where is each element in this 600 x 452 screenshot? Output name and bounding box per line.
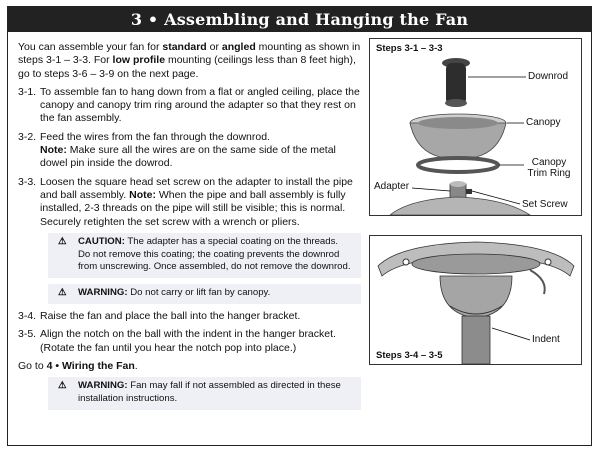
intro-text-1: You can assemble your fan for <box>18 41 163 53</box>
figure-title: Steps 3-4 – 3-5 <box>376 350 443 361</box>
figure-steps-3-4-3-5 <box>369 235 582 365</box>
trim-ring <box>418 158 498 172</box>
mounting-hole <box>545 259 551 265</box>
step-3-1 <box>18 86 361 126</box>
canopy-inner <box>418 117 498 129</box>
intro-low-profile: low profile <box>112 54 166 67</box>
step-text: Loosen the square head set screw on the adapter to install the pipe and ball assembly. <box>40 175 353 201</box>
step-number: 3-4. <box>18 310 37 323</box>
warning-text: Do not carry or lift fan by canopy. <box>127 287 271 299</box>
set-screw-label: Set Screw <box>522 199 568 210</box>
warning-label: WARNING: <box>78 380 128 392</box>
step-number: 3-1. <box>18 85 37 98</box>
goto-prefix: Go to <box>18 359 47 372</box>
intro-text-3: mounting as shown in steps 3-1 – 3-3. For <box>18 41 361 67</box>
intro-standard: standard <box>162 41 207 53</box>
goto-suffix: . <box>134 359 138 372</box>
adapter-top <box>450 181 466 187</box>
mounting-hole <box>403 259 409 265</box>
caution-label: CAUTION: <box>78 235 125 247</box>
ball-mount <box>440 276 512 318</box>
intro-text-2: or <box>206 41 222 53</box>
step-3-4 <box>18 310 361 323</box>
goto-line <box>18 360 361 373</box>
warning-box-fall <box>48 377 361 410</box>
adapter-leader-line <box>412 188 450 191</box>
figure-title: Steps 3-1 – 3-3 <box>376 43 443 54</box>
step-number: 3-5. <box>18 328 37 341</box>
set-screw <box>466 189 472 194</box>
warning-triangle-icon: ⚠ <box>58 235 67 247</box>
warning-triangle-icon: ⚠ <box>58 287 67 299</box>
step-3-3 <box>18 176 361 229</box>
warning-text: Fan may fall if not assembled as directed in these installation instructions. <box>78 380 341 405</box>
step-number: 3-3. <box>18 175 37 188</box>
note-text: Make sure all the wires are on the same side of the metal dowel pin inside the dowrod. <box>40 144 336 170</box>
step-number: 3-2. <box>18 130 37 143</box>
caution-text: The adapter has a special coating on the threads. Do not remove this coating; the coating prevents the downrod from unscrewing. Once assembled, do not remove the downrod. <box>78 235 351 273</box>
instructions-column <box>18 41 361 416</box>
intro-angled: angled <box>221 41 256 53</box>
downrod-label: Downrod <box>528 71 569 82</box>
note-text: When the pipe and ball assembly is fully installed, 2-3 threads on the pipe will still be visible; this is normal. Securely retighten the set screw with a wrench or pliers. <box>40 188 346 228</box>
warning-box-carry <box>48 284 361 304</box>
intro-text-4: mounting (ceilings less than 8 feet high), go to steps 3-6 – 3-9 on the next page. <box>18 54 356 80</box>
indent-label: Indent <box>532 334 560 345</box>
step-text: Feed the wires from the fan through the downrod. <box>40 130 270 143</box>
goto-target-link[interactable]: 4 • Wiring the Fan <box>46 359 135 372</box>
trim-ring-label: Canopy Trim Ring <box>527 157 571 179</box>
adapter-label: Adapter <box>374 181 410 192</box>
step-text: Raise the fan and place the ball into the hanger bracket. <box>40 310 301 323</box>
bracket-hook <box>530 270 545 294</box>
downrod-end <box>445 99 467 107</box>
step-3-2 <box>18 131 361 171</box>
step-text: Align the notch on the ball with the indent in the hanger bracket. (Rotate the fan until you hear the notch pop into place.) <box>40 328 336 354</box>
section-header: 3 • Assembling and Hanging the Fan <box>8 7 591 32</box>
canopy-label: Canopy <box>526 117 561 128</box>
downrod <box>462 316 490 364</box>
warning-label: WARNING: <box>78 287 128 299</box>
bracket-plate <box>412 254 540 274</box>
note-label: Note: <box>40 144 67 157</box>
warning-triangle-icon: ⚠ <box>58 380 67 392</box>
motor-housing <box>390 197 530 215</box>
step-3-5 <box>18 328 361 355</box>
note-label: Note: <box>129 188 156 201</box>
caution-box <box>48 233 361 278</box>
figure-steps-3-1-3-3 <box>369 38 582 216</box>
downrod-body <box>446 63 466 105</box>
intro-paragraph <box>18 41 361 81</box>
indent-leader-line <box>492 328 530 340</box>
step-text: To assemble fan to hang down from a flat or angled ceiling, place the canopy and canopy trim ring around the adapter so that they rest on the fan assembly. <box>40 85 360 125</box>
